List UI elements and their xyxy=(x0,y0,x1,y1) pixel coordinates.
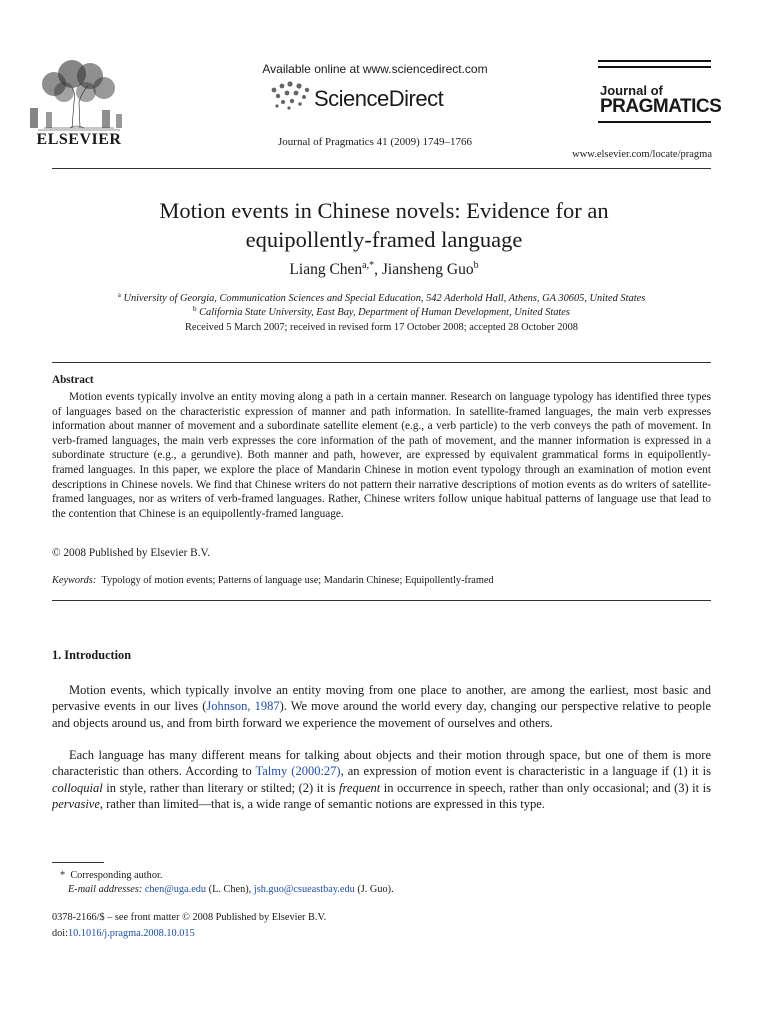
journal-logo xyxy=(600,84,721,116)
journal-citation: Journal of Pragmatics 41 (2009) 1749–1766 xyxy=(278,136,472,148)
author-1-affil-mark[interactable]: a,* xyxy=(362,260,375,271)
doi-line xyxy=(52,928,195,939)
abstract-body xyxy=(52,390,711,521)
p1-text-a: Motion events, which typically involve an entity moving from one place to another, are among the earliest, most basic and pervasive events in our lives ( xyxy=(52,683,711,714)
footnote-rule xyxy=(52,862,104,863)
author-2-affil-mark[interactable]: b xyxy=(473,260,479,271)
footnote-mark: * xyxy=(60,870,66,881)
p2-term-frequent: frequent xyxy=(339,780,381,795)
issn-line: 0378-2166/$ – see front matter © 2008 Published by Elsevier B.V. xyxy=(52,912,327,923)
doi-link[interactable]: 10.1016/j.pragma.2008.10.015 xyxy=(68,928,195,939)
affiliation-b-mark: b xyxy=(193,305,197,313)
affiliation-b xyxy=(52,305,711,318)
author-2: Jiansheng Guo xyxy=(381,261,474,278)
abstract-text: Motion events typically involve an entity moving along a path in a certain manner. Research on language typology has identified three types of languages based on the characteristic expression of manner and path information. In satellite-framed languages, the main verb expresses information about manner of movement and a subordinate satellite element (e.g., a verb particle) to the verb conveys the path of movement. In verb-framed languages, the main verb expresses the core information of the path of movement, and the manner information is expressed in a subordinate structure (e.g., a gerundive). Both manner and path, however, are expressed by equivalent grammatical forms in equipollently-framed languages. In this paper, we explore the place of Mandarin Chinese in motion event typology through an examination of motion event descriptions in Chinese novels. We find that Chinese writers do not pattern their narrative descriptions of motion events as do writers of satellite-framed languages, nor as writers of verb-framed languages. Rather, Chinese writers follow unique habitual patterns of language use that lead to the contention that Chinese is an equipollently-framed language. xyxy=(52,391,711,520)
p2-text-c: in style, rather than literary or stilted; (2) it is xyxy=(102,780,340,795)
p2-text-a: Each language has many different means for talking about objects and their motion through space, but one of them is more characteristic than others. According to xyxy=(52,748,711,779)
citation-link-talmy-2000[interactable]: Talmy (2000:27) xyxy=(255,764,341,779)
keywords-label: Keywords: xyxy=(52,575,97,586)
footnote-emails xyxy=(68,884,394,895)
citation-link-johnson-1987[interactable]: Johnson, 1987 xyxy=(206,699,280,714)
section-heading-introduction: 1. Introduction xyxy=(52,648,132,662)
journal-logo-underline xyxy=(598,121,711,123)
p2-term-colloquial: colloquial xyxy=(52,780,103,795)
affiliation-a-text: University of Georgia, Communication Sciences and Special Education, 542 Aderhold Hall, Athens, GA 30605, United States xyxy=(123,293,646,304)
email-label: E-mail addresses: xyxy=(68,884,143,895)
header-divider xyxy=(52,168,711,169)
article-title xyxy=(60,196,708,254)
email-link-chen[interactable]: chen@uga.edu xyxy=(144,884,207,895)
journal-url[interactable]: www.elsevier.com/locate/pragma xyxy=(572,149,712,160)
title-line-1: Motion events in Chinese novels: Evidence for an xyxy=(159,198,609,223)
email-link-guo[interactable]: jsh.guo@csueastbay.edu xyxy=(253,884,355,895)
abstract-copyright: © 2008 Published by Elsevier B.V. xyxy=(52,547,211,559)
email-guo-who: (J. Guo). xyxy=(354,884,394,895)
available-online-text[interactable]: Available online at www.sciencedirect.com xyxy=(262,62,488,76)
footnote-corresponding-text: Corresponding author. xyxy=(70,870,163,881)
p1-text-b: ). We move around the world every day, changing our perspective relative to people and objects around us, and from birth forward we experience the movement of ourselves and others. xyxy=(52,699,712,730)
article-history: Received 5 March 2007; received in revised form 17 October 2008; accepted 28 October 2008 xyxy=(185,322,578,333)
affiliation-a-mark: a xyxy=(117,291,121,299)
p2-text-d: in occurrence in speech, rather than only occasional; and (3) it is xyxy=(380,780,711,795)
footnote-corresponding xyxy=(60,870,162,881)
journal-logo-line2: PRAGMATICS xyxy=(600,96,722,117)
p2-text-b: , an expression of motion event is characteristic in a language if (1) it is xyxy=(340,764,711,779)
publisher-name: ELSEVIER xyxy=(36,131,122,148)
p2-term-pervasive: pervasive xyxy=(52,796,100,811)
journal-logo-line1: Journal of xyxy=(600,83,663,98)
affiliation-b-text: California State University, East Bay, Department of Human Development, United States xyxy=(199,307,570,318)
title-line-2: equipollently-framed language xyxy=(245,227,523,252)
abstract-top-rule xyxy=(52,362,711,363)
intro-paragraph-2 xyxy=(52,747,711,812)
sciencedirect-wordmark: ScienceDirect xyxy=(314,86,444,111)
author-separator: , xyxy=(374,261,382,278)
intro-paragraph-1 xyxy=(52,682,711,731)
keywords xyxy=(52,575,711,586)
author-list xyxy=(60,260,708,279)
keywords-list: Typology of motion events; Patterns of language use; Mandarin Chinese; Equipollently-framed xyxy=(101,575,494,586)
abstract-heading: Abstract xyxy=(52,374,94,386)
email-chen-who: (L. Chen), xyxy=(206,884,254,895)
abstract-bottom-rule xyxy=(52,600,711,601)
doi-label: doi: xyxy=(52,928,69,939)
author-1: Liang Chen xyxy=(289,261,363,278)
journal-logo-rules xyxy=(598,60,711,72)
affiliation-a xyxy=(52,291,711,304)
p2-text-e: , rather than limited—that is, a wide range of semantic notions are expressed in this type. xyxy=(99,796,545,811)
